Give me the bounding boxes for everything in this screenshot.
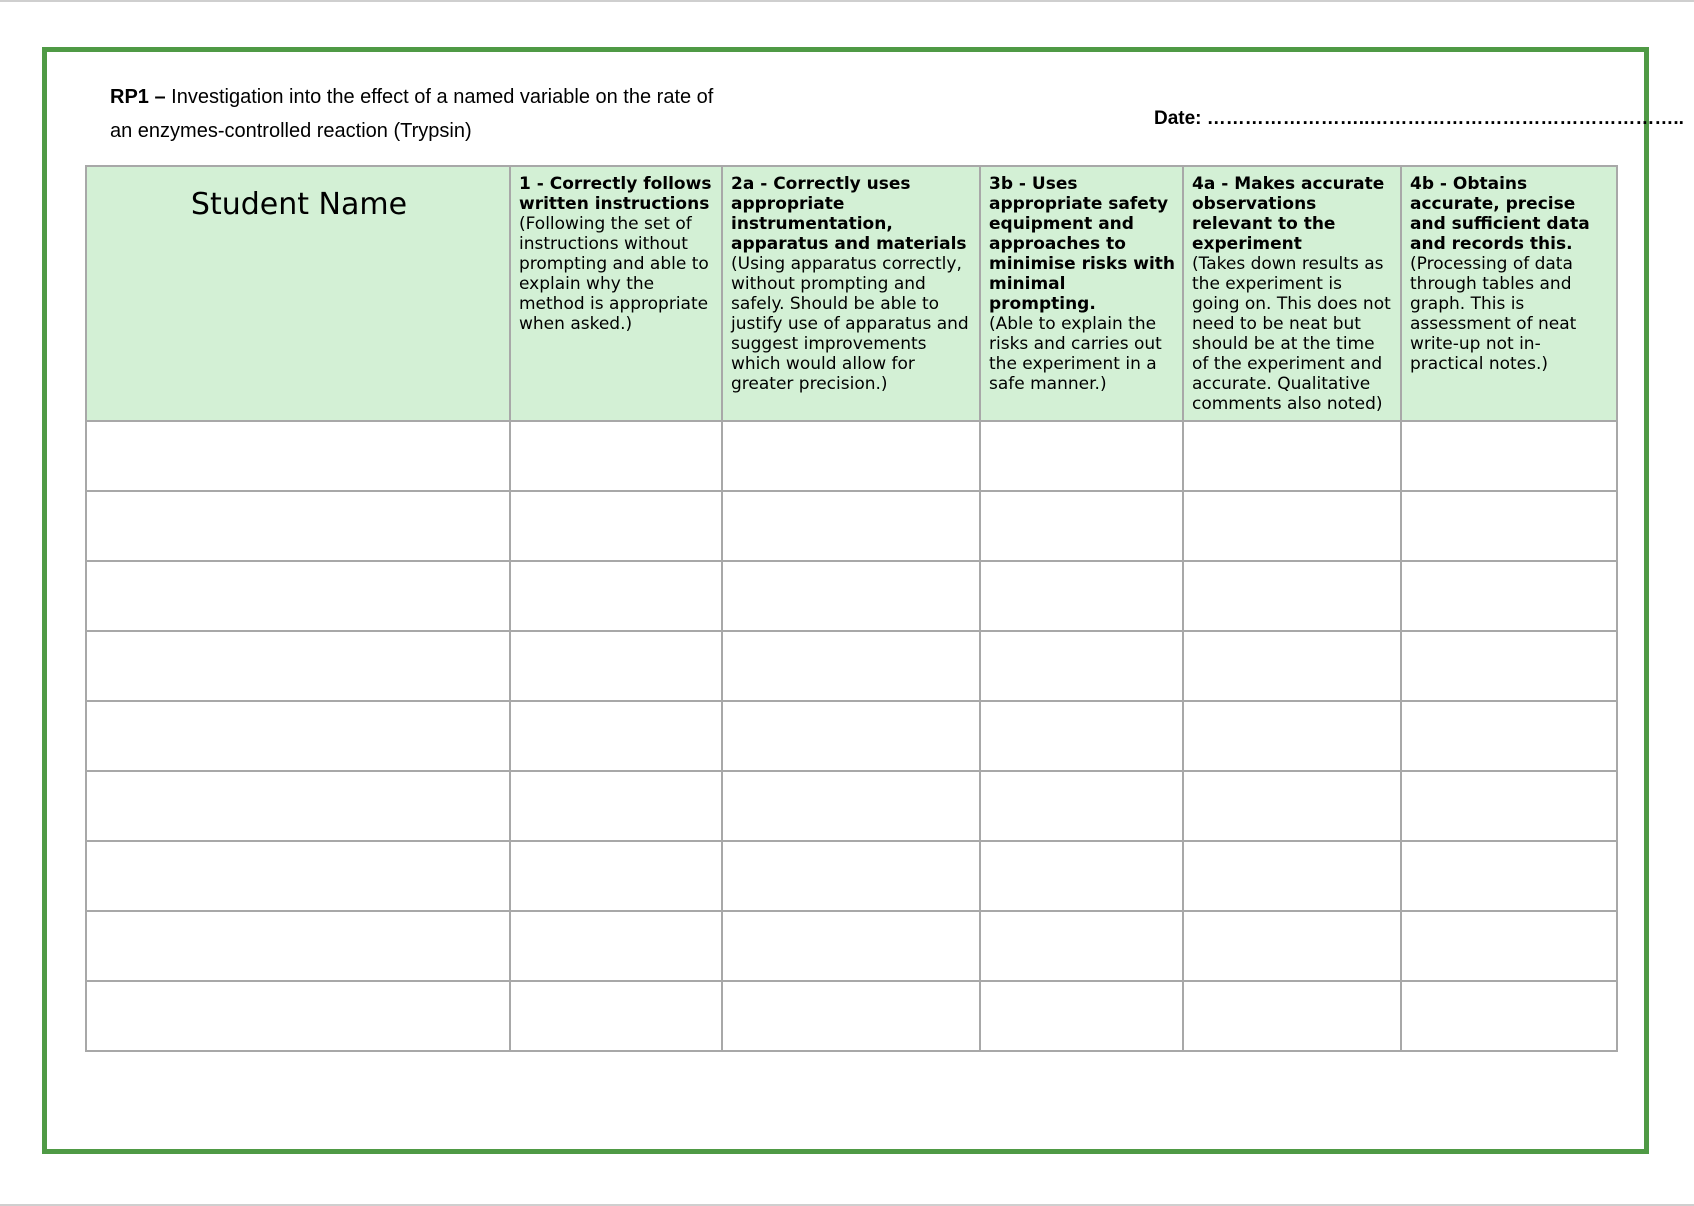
criterion-4a-cell[interactable] (1183, 771, 1401, 841)
student-name-cell[interactable] (86, 561, 510, 631)
criterion-4b-cell[interactable] (1401, 491, 1617, 561)
criterion-2a-cell[interactable] (722, 561, 980, 631)
assessment-table-body (86, 421, 1617, 1051)
criterion-2a-cell[interactable] (722, 911, 980, 981)
criterion-3b-cell[interactable] (980, 911, 1183, 981)
criterion-title: 2a - Correctly uses appropriate instrumentation, apparatus and materials (731, 174, 967, 254)
criterion-4b-cell[interactable] (1401, 701, 1617, 771)
criterion-1-cell[interactable] (510, 911, 722, 981)
criterion-4a-cell[interactable] (1183, 491, 1401, 561)
criterion-2a-cell[interactable] (722, 981, 980, 1051)
criterion-1-cell[interactable] (510, 701, 722, 771)
criterion-3b-cell[interactable] (980, 701, 1183, 771)
criterion-2a-cell[interactable] (722, 771, 980, 841)
criterion-2a-cell[interactable] (722, 421, 980, 491)
student-name-cell[interactable] (86, 701, 510, 771)
criterion-header-4a (1183, 166, 1401, 421)
student-name-cell[interactable] (86, 631, 510, 701)
criterion-2a-cell[interactable] (722, 491, 980, 561)
student-name-cell[interactable] (86, 911, 510, 981)
student-name-cell[interactable] (86, 841, 510, 911)
criterion-4a-cell[interactable] (1183, 911, 1401, 981)
criterion-1-cell[interactable] (510, 421, 722, 491)
student-name-cell[interactable] (86, 491, 510, 561)
table-row (86, 631, 1617, 701)
title-code: RP1 – (110, 86, 166, 108)
table-row (86, 771, 1617, 841)
criterion-header-1 (510, 166, 722, 421)
student-name-cell[interactable] (86, 421, 510, 491)
criterion-3b-cell[interactable] (980, 981, 1183, 1051)
criterion-3b-cell[interactable] (980, 631, 1183, 701)
criterion-1-cell[interactable] (510, 561, 722, 631)
table-row (86, 981, 1617, 1051)
criterion-3b-cell[interactable] (980, 561, 1183, 631)
student-name-cell[interactable] (86, 771, 510, 841)
student-name-cell[interactable] (86, 981, 510, 1051)
table-row (86, 491, 1617, 561)
table-row (86, 701, 1617, 771)
student-name-header: Student Name (86, 166, 510, 421)
criterion-description: (Following the set of instructions without prompting and able to explain why the method is appropriate when asked.) (519, 214, 709, 334)
criterion-3b-cell[interactable] (980, 491, 1183, 561)
criterion-3b-cell[interactable] (980, 421, 1183, 491)
table-header-row (86, 166, 1617, 421)
criterion-1-cell[interactable] (510, 981, 722, 1051)
criterion-title: 1 - Correctly follows written instructions (519, 174, 712, 214)
criterion-4b-cell[interactable] (1401, 631, 1617, 701)
criterion-description: (Able to explain the risks and carries out the experiment in a safe manner.) (989, 314, 1162, 394)
worksheet-title (110, 80, 730, 148)
criterion-4b-cell[interactable] (1401, 421, 1617, 491)
criterion-4a-cell[interactable] (1183, 981, 1401, 1051)
criterion-title: 4b - Obtains accurate, precise and sufficient data and records this. (1410, 174, 1590, 254)
criterion-4a-cell[interactable] (1183, 631, 1401, 701)
table-row (86, 421, 1617, 491)
criterion-4b-cell[interactable] (1401, 771, 1617, 841)
criterion-header-2a (722, 166, 980, 421)
criterion-1-cell[interactable] (510, 771, 722, 841)
criterion-4b-cell[interactable] (1401, 841, 1617, 911)
criterion-4a-cell[interactable] (1183, 561, 1401, 631)
criterion-4a-cell[interactable] (1183, 841, 1401, 911)
criterion-2a-cell[interactable] (722, 701, 980, 771)
table-row (86, 911, 1617, 981)
criterion-4b-cell[interactable] (1401, 911, 1617, 981)
title-text: Investigation into the effect of a named variable on the rate of an enzymes-controlled reaction (Trypsin) (110, 86, 714, 142)
criterion-3b-cell[interactable] (980, 771, 1183, 841)
criterion-1-cell[interactable] (510, 631, 722, 701)
criterion-4b-cell[interactable] (1401, 561, 1617, 631)
table-row (86, 841, 1617, 911)
criterion-2a-cell[interactable] (722, 631, 980, 701)
criterion-title: 4a - Makes accurate observations relevant to the experiment (1192, 174, 1385, 254)
criterion-description: (Using apparatus correctly, without prompting and safely. Should be able to justify use of apparatus and suggest improvements which would allow for greater precision.) (731, 254, 969, 394)
date-field[interactable]: Date: ……………………..………………………………………….. (1154, 108, 1684, 129)
criterion-4a-cell[interactable] (1183, 701, 1401, 771)
assessment-table (85, 165, 1618, 1052)
criterion-3b-cell[interactable] (980, 841, 1183, 911)
criterion-2a-cell[interactable] (722, 841, 980, 911)
criterion-description: (Processing of data through tables and graph. This is assessment of neat write-up not in-practical notes.) (1410, 254, 1577, 374)
criterion-1-cell[interactable] (510, 491, 722, 561)
criterion-header-3b (980, 166, 1183, 421)
criterion-1-cell[interactable] (510, 841, 722, 911)
worksheet-frame (42, 47, 1684, 1154)
criterion-header-4b (1401, 166, 1617, 421)
criterion-4b-cell[interactable] (1401, 981, 1617, 1051)
criterion-title: 3b - Uses appropriate safety equipment and approaches to minimise risks with minimal prompting. (989, 174, 1176, 314)
criterion-4a-cell[interactable] (1183, 421, 1401, 491)
table-row (86, 561, 1617, 631)
criterion-description: (Takes down results as the experiment is going on. This does not need to be neat but should be at the time of the experiment and accurate. Qualitative comments also noted) (1192, 254, 1391, 414)
page-top-rule (0, 0, 1694, 2)
